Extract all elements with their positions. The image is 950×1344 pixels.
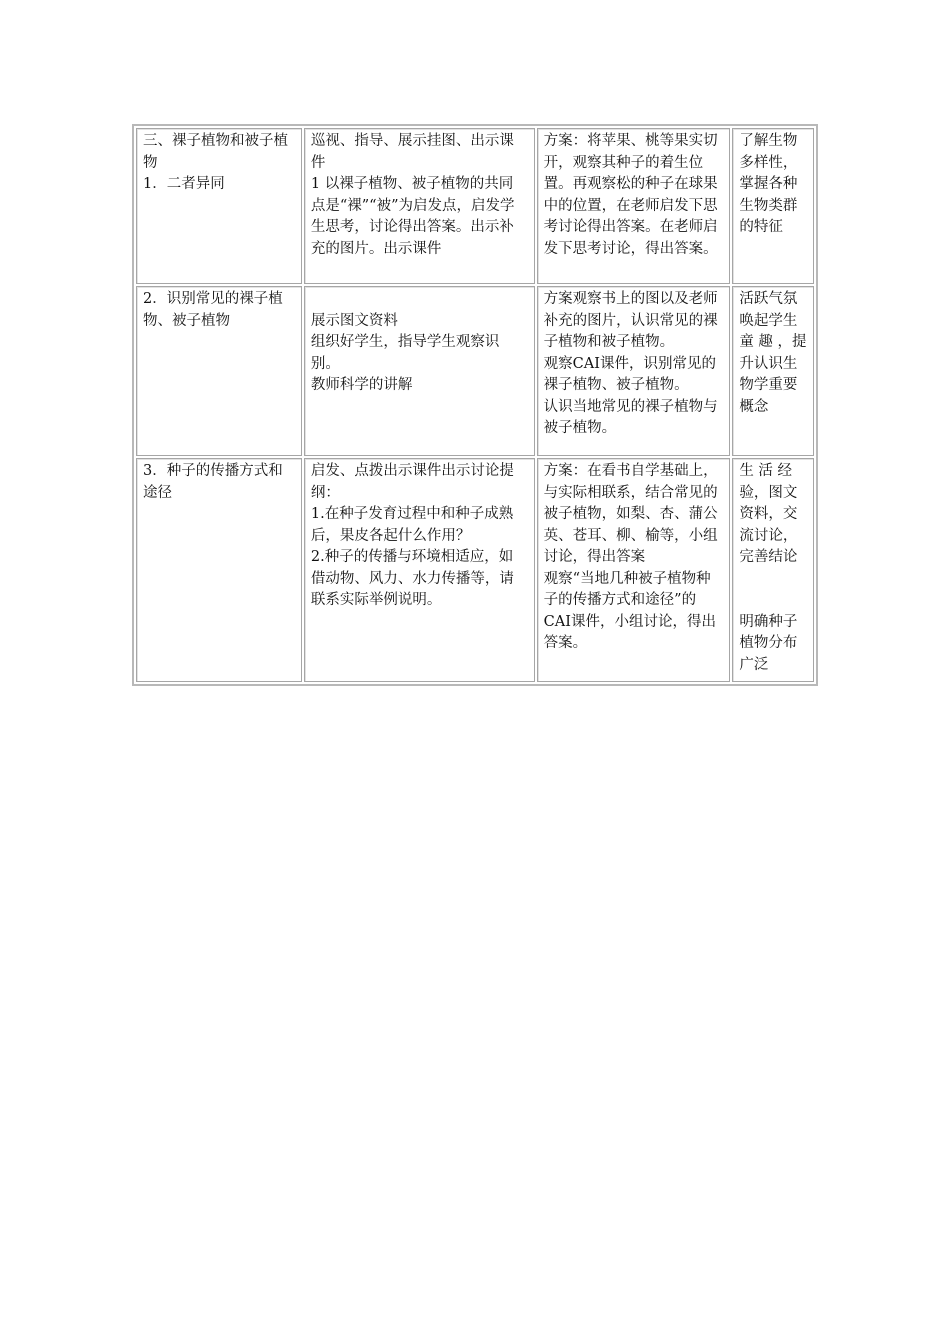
teacher-activity-text: 组织好学生，指导学生观察识别。	[310, 334, 500, 372]
teacher-activity-text: 教师科学的讲解	[310, 377, 413, 393]
student-activity-text: 认识当地常见的裸子植物与被子植物。	[543, 398, 718, 436]
teacher-activity-text: 2.种子的传播与环境相适应，如借动物、风力、水力传播等，请联系实际举例说明。	[310, 549, 514, 608]
teacher-activity-text: 1 以裸子植物、被子植物的共同点是“裸”“被”为启发点，启发学生思考，讨论得出答案。出示补充的图片。出示课件	[310, 176, 515, 257]
stage-text: 1．二者异同	[143, 176, 225, 192]
design-intent-text: 生 活 经 验，图文资料，交流讨论，完善结论	[739, 463, 798, 565]
student-activity-cell	[537, 128, 731, 284]
design-intent-text: 活跃气氛唤起学生童 趣 ，提升认识生物学重要概念	[739, 291, 807, 415]
stage-cell	[136, 458, 302, 682]
student-activity-text: 观察CAI课件，识别常见的裸子植物、被子植物。	[543, 355, 716, 393]
student-activity-text: 方案：在看书自学基础上，与实际相联系，结合常见的被子植物，如梨、杏、蒲公英、苍耳、柳、榆等，小组讨论，得出答案	[543, 463, 718, 565]
design-intent-cell	[732, 128, 814, 284]
spacer	[739, 569, 807, 612]
teacher-activity-text: 巡视、指导、展示挂图、出示课件	[310, 133, 514, 171]
stage-cell	[136, 128, 302, 284]
student-activity-cell	[537, 458, 731, 682]
table-row	[136, 458, 814, 682]
teacher-activity-text: 启发、点拨出示课件出示讨论提纲：	[310, 463, 514, 501]
spacer	[311, 289, 528, 311]
student-activity-text: 方案观察书上的图以及老师补充的图片，认识常见的裸子植物和被子植物。	[543, 291, 718, 350]
table-row	[136, 286, 814, 456]
teacher-activity-cell	[304, 128, 535, 284]
student-activity-cell	[537, 286, 731, 456]
table-row	[136, 128, 814, 284]
design-intent-cell	[732, 286, 814, 456]
teacher-activity-text: 展示图文资料	[310, 312, 398, 329]
design-intent-cell	[732, 458, 814, 682]
student-activity-text: 方案：将苹果、桃等果实切开，观察其种子的着生位置。再观察松的种子在球果中的位置，在老师启发下思考讨论得出答案。在老师启发下思考讨论，得出答案。	[543, 133, 718, 257]
lesson-plan-table	[132, 124, 818, 686]
stage-text: 3．种子的传播方式和途径	[143, 463, 283, 501]
teacher-activity-text: 1.在种子发育过程中和种子成熟后，果皮各起什么作用？	[310, 506, 514, 544]
teacher-activity-cell	[304, 286, 535, 456]
teacher-activity-cell	[304, 458, 535, 682]
stage-text: 三、裸子植物和被子植物	[143, 133, 288, 171]
stage-text: 2．识别常见的裸子植物、被子植物	[143, 291, 283, 329]
design-intent-text: 了解生物多样性，掌握各种生物类群的特征	[739, 133, 798, 235]
student-activity-text: 观察“当地几种被子植物种子的传播方式和途径”的CAI课件，小组讨论，得出答案。	[543, 570, 716, 651]
stage-cell	[136, 286, 302, 456]
design-intent-text: 明确种子植物分布广泛	[739, 613, 798, 673]
